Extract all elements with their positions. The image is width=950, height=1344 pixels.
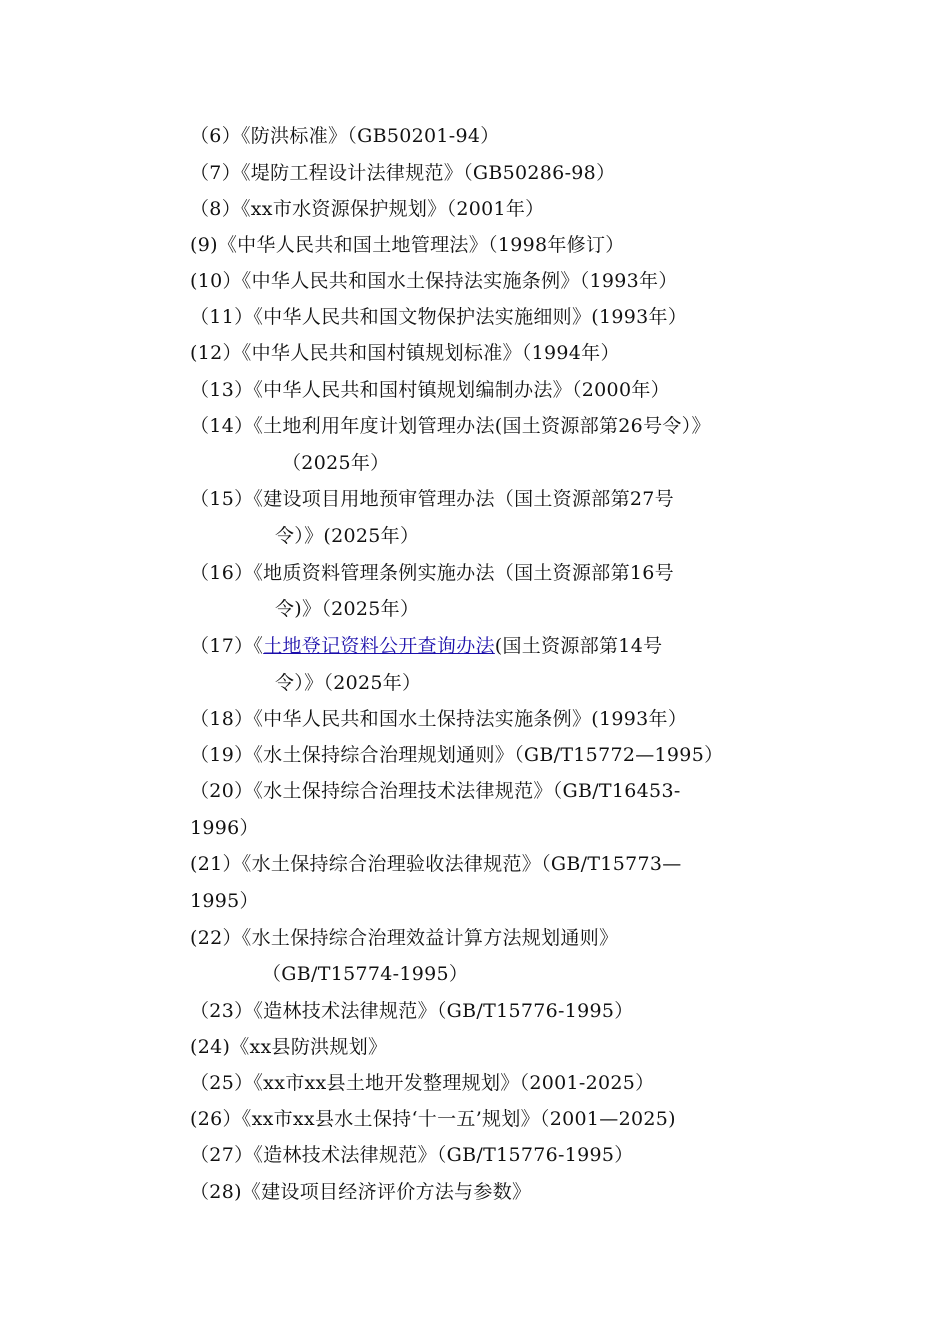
reference-item-21-line2: 1995）	[190, 890, 259, 912]
reference-item-21-line1: (21）《水土保持综合治理验收法律规范》（GB/T15773—	[190, 853, 682, 875]
reference-item-19: （19）《水土保持综合治理规划通则》（GB/T15772—1995）	[190, 744, 724, 766]
reference-item-16-line2: 令)》（2025年）	[275, 598, 420, 620]
reference-item-27: （27）《造林技术法律规范》（GB/T15776-1995）	[190, 1144, 634, 1166]
reference-item-8: （8）《xx市水资源保护规划》（2001年）	[190, 198, 545, 220]
reference-item-14-line1: （14）《土地利用年度计划管理办法(国土资源部第26号令）》	[190, 415, 711, 437]
reference-item-17-suffix: (国土资源部第14号	[494, 635, 663, 657]
reference-item-15-line1: （15）《建设项目用地预审管理办法（国土资源部第27号	[190, 488, 674, 510]
reference-item-17-link[interactable]: 土地登记资料公开查询办法	[263, 635, 495, 657]
reference-item-6: （6）《防洪标准》（GB50201-94）	[190, 125, 500, 147]
reference-item-24: (24)《xx县防洪规划》	[190, 1036, 388, 1058]
reference-item-17-line1	[190, 634, 662, 658]
reference-item-17-line2: 令）》（2025年）	[275, 672, 422, 694]
reference-item-9: (9)《中华人民共和国土地管理法》（1998年修订）	[190, 234, 625, 256]
reference-item-20-line2: 1996）	[190, 817, 259, 839]
reference-item-13: （13）《中华人民共和国村镇规划编制办法》（2000年）	[190, 379, 670, 401]
reference-item-12: (12）《中华人民共和国村镇规划标准》（1994年）	[190, 342, 620, 364]
reference-item-11: （11）《中华人民共和国文物保护法实施细则》(1993年）	[190, 306, 688, 328]
reference-item-20-line1: （20）《水土保持综合治理技术法律规范》（GB/T16453-	[190, 780, 681, 802]
reference-item-26: (26）《xx市xx县水土保持‘十一五’规划》（2001—2025)	[190, 1108, 676, 1130]
reference-item-7: （7）《堤防工程设计法律规范》（GB50286-98）	[190, 162, 616, 184]
reference-item-25: （25）《xx市xx县土地开发整理规划》（2001-2025）	[190, 1072, 655, 1094]
reference-item-10: (10）《中华人民共和国水土保持法实施条例》（1993年）	[190, 270, 678, 292]
reference-item-23: （23）《造林技术法律规范》（GB/T15776-1995）	[190, 1000, 634, 1022]
reference-item-22-line1: (22）《水土保持综合治理效益计算方法规划通则》	[190, 927, 619, 949]
reference-item-16-line1: （16）《地质资料管理条例实施办法（国土资源部第16号	[190, 562, 674, 584]
reference-item-18: （18）《中华人民共和国水土保持法实施条例》(1993年）	[190, 708, 688, 730]
reference-item-15-line2: 令）》(2025年）	[275, 525, 420, 547]
reference-item-17-prefix: （17）《	[190, 635, 264, 657]
reference-item-14-line2: （2025年）	[282, 452, 390, 474]
reference-item-28: （28)《建设项目经济评价方法与参数》	[190, 1181, 532, 1203]
reference-item-22-line2: （GB/T15774-1995）	[262, 963, 469, 985]
